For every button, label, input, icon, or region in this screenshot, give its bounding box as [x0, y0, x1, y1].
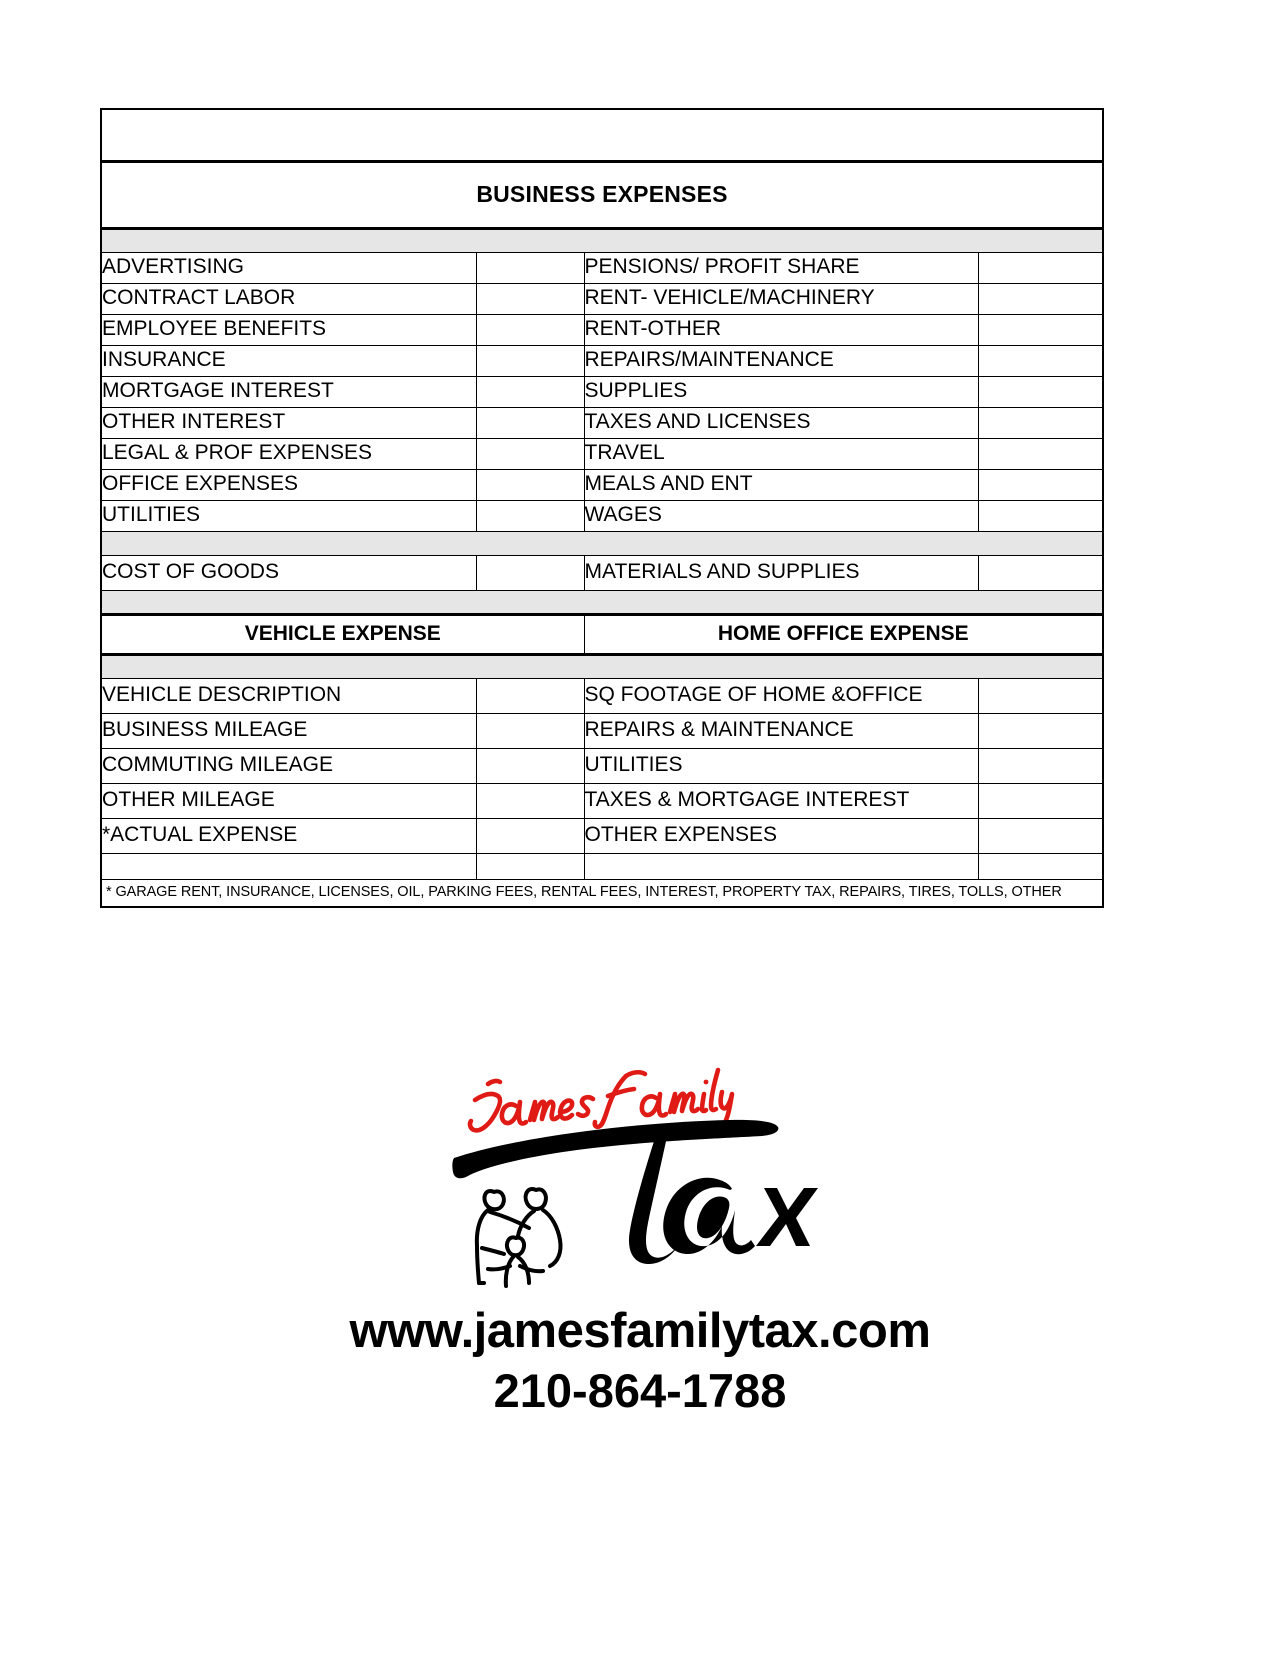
expense-label: ADVERTISING [101, 252, 476, 283]
expense-label: REPAIRS & MAINTENANCE [584, 713, 978, 748]
blank-cell[interactable] [476, 853, 584, 879]
expense-label: MORTGAGE INTEREST [101, 376, 476, 407]
expense-amount-field[interactable] [978, 438, 1103, 469]
table-row [101, 283, 1103, 314]
table-row [101, 748, 1103, 783]
spacer-band-4 [101, 654, 1103, 678]
spacer-band-3 [101, 590, 1103, 614]
expense-label: OTHER EXPENSES [584, 818, 978, 853]
spacer-band-2 [101, 531, 1103, 555]
table-row [101, 783, 1103, 818]
expense-amount-field[interactable] [978, 314, 1103, 345]
expense-label: BUSINESS MILEAGE [101, 713, 476, 748]
expense-amount-field[interactable] [476, 438, 584, 469]
table-row [101, 713, 1103, 748]
expense-label: OFFICE EXPENSES [101, 469, 476, 500]
expense-label: INSURANCE [101, 345, 476, 376]
spacer-band-1 [101, 228, 1103, 252]
expense-label: UTILITIES [101, 500, 476, 531]
spacer-cell [101, 531, 1103, 555]
logo-mark [430, 1040, 850, 1290]
expense-label: MATERIALS AND SUPPLIES [584, 555, 978, 590]
blank-cell[interactable] [584, 853, 978, 879]
actual-expense-footnote: * GARAGE RENT, INSURANCE, LICENSES, OIL, PARKING FEES, RENTAL FEES, INTEREST, PROPERTY TAX, REPAIRS, TIRES, TOLLS, OTHER [101, 879, 1103, 907]
spacer-cell [101, 228, 1103, 252]
website-url[interactable]: www.jamesfamilytax.com [349, 1304, 931, 1358]
expense-amount-field[interactable] [978, 376, 1103, 407]
expense-label: SQ FOOTAGE OF HOME &OFFICE [584, 678, 978, 713]
expense-amount-field[interactable] [476, 407, 584, 438]
expense-label: OTHER MILEAGE [101, 783, 476, 818]
phone-number[interactable]: 210-864-1788 [493, 1363, 787, 1417]
company-logo [0, 1040, 1280, 1290]
table-row [101, 678, 1103, 713]
expense-amount-field[interactable] [476, 500, 584, 531]
table-row [101, 555, 1103, 590]
expense-amount-field[interactable] [476, 783, 584, 818]
expense-amount-field[interactable] [978, 678, 1103, 713]
spacer-cell [101, 590, 1103, 614]
expense-amount-field[interactable] [476, 678, 584, 713]
table-row [101, 314, 1103, 345]
expense-label: UTILITIES [584, 748, 978, 783]
expense-label: LEGAL & PROF EXPENSES [101, 438, 476, 469]
tax-ax-icon [663, 1178, 818, 1254]
expense-amount-field[interactable] [476, 748, 584, 783]
expense-amount-field[interactable] [476, 345, 584, 376]
expense-label: TAXES & MORTGAGE INTEREST [584, 783, 978, 818]
expense-amount-field[interactable] [978, 500, 1103, 531]
expense-label: PENSIONS/ PROFIT SHARE [584, 252, 978, 283]
expense-label: TAXES AND LICENSES [584, 407, 978, 438]
top-blank-row [101, 109, 1103, 161]
expense-amount-field[interactable] [978, 252, 1103, 283]
expense-amount-field[interactable] [476, 283, 584, 314]
expense-label: COST OF GOODS [101, 555, 476, 590]
expense-amount-field[interactable] [978, 713, 1103, 748]
table-row [101, 252, 1103, 283]
expense-label: WAGES [584, 500, 978, 531]
expense-label: OTHER INTEREST [101, 407, 476, 438]
expense-label: VEHICLE DESCRIPTION [101, 678, 476, 713]
expense-amount-field[interactable] [978, 469, 1103, 500]
business-expense-worksheet [100, 108, 1104, 908]
expense-amount-field[interactable] [476, 252, 584, 283]
expense-amount-field[interactable] [978, 283, 1103, 314]
expense-label: CONTRACT LABOR [101, 283, 476, 314]
james-family-tax-logo-icon [430, 1040, 850, 1290]
expense-label: MEALS AND ENT [584, 469, 978, 500]
expense-amount-field[interactable] [978, 818, 1103, 853]
home-office-expense-heading: HOME OFFICE EXPENSE [584, 614, 1103, 654]
table-row [101, 407, 1103, 438]
james-family-script-icon [470, 1070, 732, 1130]
blank-cell[interactable] [978, 853, 1103, 879]
blank-cell[interactable] [101, 853, 476, 879]
expense-amount-field[interactable] [476, 555, 584, 590]
expense-amount-field[interactable] [978, 345, 1103, 376]
blank-entry-row [101, 853, 1103, 879]
expense-label: RENT- VEHICLE/MACHINERY [584, 283, 978, 314]
expense-amount-field[interactable] [978, 555, 1103, 590]
expense-label: REPAIRS/MAINTENANCE [584, 345, 978, 376]
expense-amount-field[interactable] [978, 783, 1103, 818]
page-title: BUSINESS EXPENSES [101, 161, 1103, 228]
spacer-cell [101, 654, 1103, 678]
table-row [101, 438, 1103, 469]
top-blank-cell [101, 109, 1103, 161]
expense-amount-field[interactable] [978, 407, 1103, 438]
expense-label: SUPPLIES [584, 376, 978, 407]
contact-block [0, 1305, 1280, 1417]
table-row [101, 469, 1103, 500]
table-row [101, 376, 1103, 407]
expense-amount-field[interactable] [476, 314, 584, 345]
vehicle-expense-heading: VEHICLE EXPENSE [101, 614, 584, 654]
expense-label: *ACTUAL EXPENSE [101, 818, 476, 853]
expense-amount-field[interactable] [476, 818, 584, 853]
family-figures-icon [477, 1189, 561, 1286]
expense-amount-field[interactable] [476, 376, 584, 407]
business-expenses-title-row [101, 161, 1103, 228]
footnote-row [101, 879, 1103, 907]
table-row [101, 345, 1103, 376]
section-heading-row [101, 614, 1103, 654]
expense-amount-field[interactable] [978, 748, 1103, 783]
table-row [101, 500, 1103, 531]
expense-label: EMPLOYEE BENEFITS [101, 314, 476, 345]
expense-amount-field[interactable] [476, 713, 584, 748]
expense-amount-field[interactable] [476, 469, 584, 500]
expense-label: COMMUTING MILEAGE [101, 748, 476, 783]
expense-label: TRAVEL [584, 438, 978, 469]
table-row [101, 818, 1103, 853]
expense-label: RENT-OTHER [584, 314, 978, 345]
